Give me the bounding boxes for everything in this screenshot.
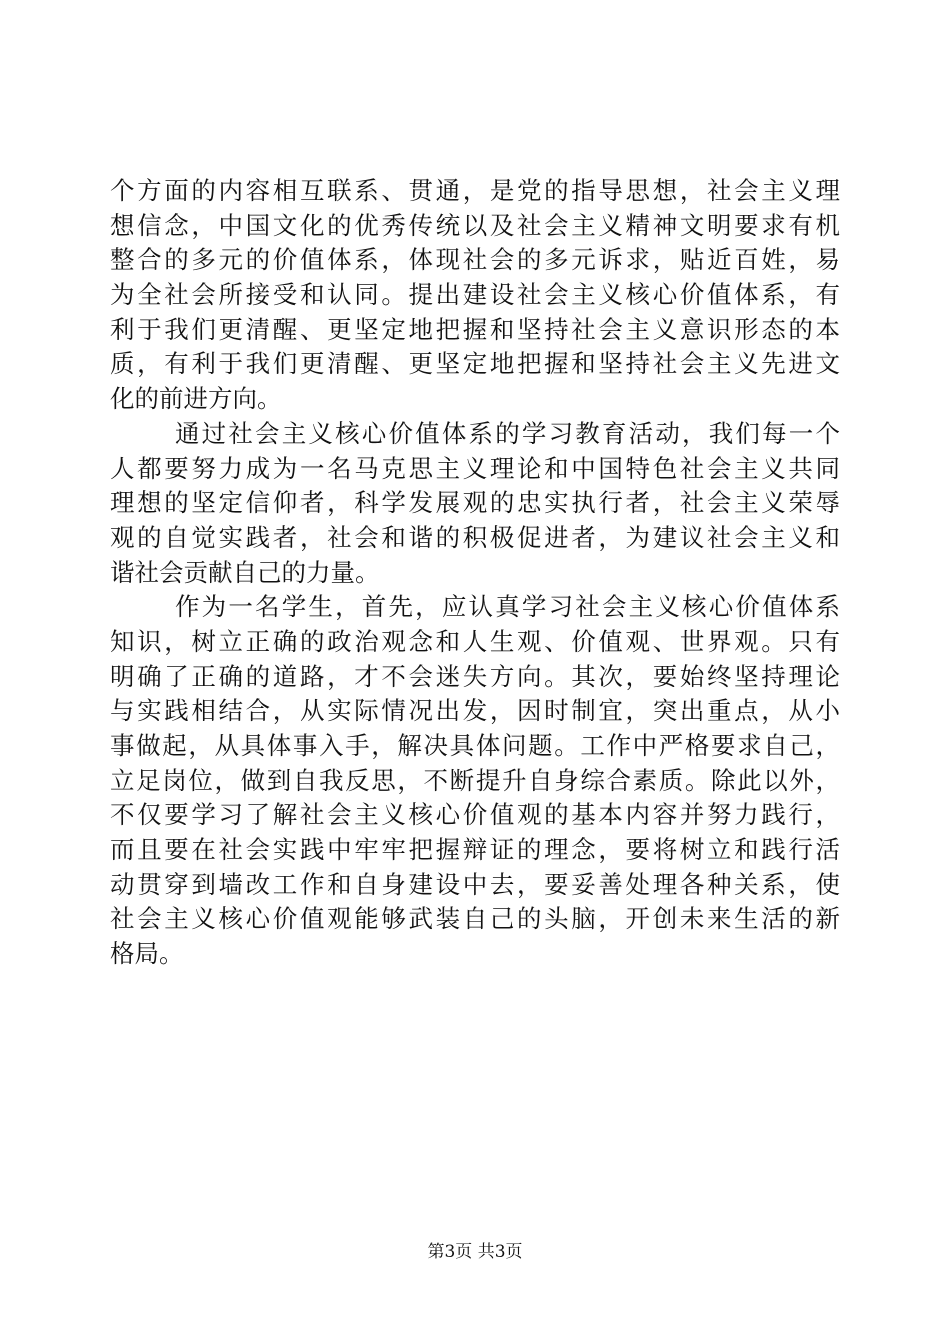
text-line: 知识，树立正确的政治观念和人生观、价值观、世界观。只有	[110, 626, 840, 656]
text-line: 通过社会主义核心价值体系的学习教育活动，我们每一个	[175, 418, 840, 448]
text-line: 想信念，中国文化的优秀传统以及社会主义精神文明要求有机	[110, 210, 840, 240]
text-line: 不仅要学习了解社会主义核心价值观的基本内容并努力践行，	[110, 800, 840, 830]
paragraph	[110, 174, 840, 417]
text-line: 动贯穿到墙改工作和自身建设中去，要妥善处理各种关系，使	[110, 869, 840, 899]
text-line: 而且要在社会实践中牢牢把握辩证的理念，要将树立和践行活	[110, 835, 840, 865]
paragraph	[110, 417, 840, 590]
text-line: 质，有利于我们更清醒、更坚定地把握和坚持社会主义先进文	[110, 349, 840, 379]
text-line: 整合的多元的价值体系，体现社会的多元诉求，贴近百姓，易	[110, 245, 840, 275]
text-line: 与实践相结合，从实际情况出发，因时制宜，突出重点，从小	[110, 696, 840, 726]
text-line: 为全社会所接受和认同。提出建设社会主义核心价值体系，有	[110, 280, 840, 310]
text-line: 社会主义核心价值观能够武装自己的头脑，开创未来生活的新	[110, 904, 840, 934]
text-line: 明确了正确的道路，才不会迷失方向。其次，要始终坚持理论	[110, 661, 840, 691]
text-line: 化的前进方向。	[110, 384, 282, 414]
page-footer: 第3页 共3页	[427, 1242, 523, 1262]
text-line: 谐社会贡献自己的力量。	[110, 557, 380, 587]
text-line: 个方面的内容相互联系、贯通，是党的指导思想，社会主义理	[110, 176, 840, 205]
paragraph	[110, 590, 840, 972]
text-line: 作为一名学生，首先，应认真学习社会主义核心价值体系	[175, 592, 840, 622]
text-line: 格局。	[110, 939, 184, 969]
document-body	[110, 174, 840, 972]
text-line: 立足岗位，做到自我反思，不断提升自身综合素质。除此以外，	[110, 765, 840, 795]
text-line: 理想的坚定信仰者，科学发展观的忠实执行者，社会主义荣辱	[110, 488, 840, 518]
text-line: 人都要努力成为一名马克思主义理论和中国特色社会主义共同	[110, 453, 840, 483]
text-line: 观的自觉实践者，社会和谐的积极促进者，为建议社会主义和	[110, 522, 840, 552]
text-line: 事做起，从具体事入手，解决具体问题。工作中严格要求自己，	[110, 731, 840, 760]
text-line: 利于我们更清醒、更坚定地把握和坚持社会主义意识形态的本	[110, 314, 840, 344]
